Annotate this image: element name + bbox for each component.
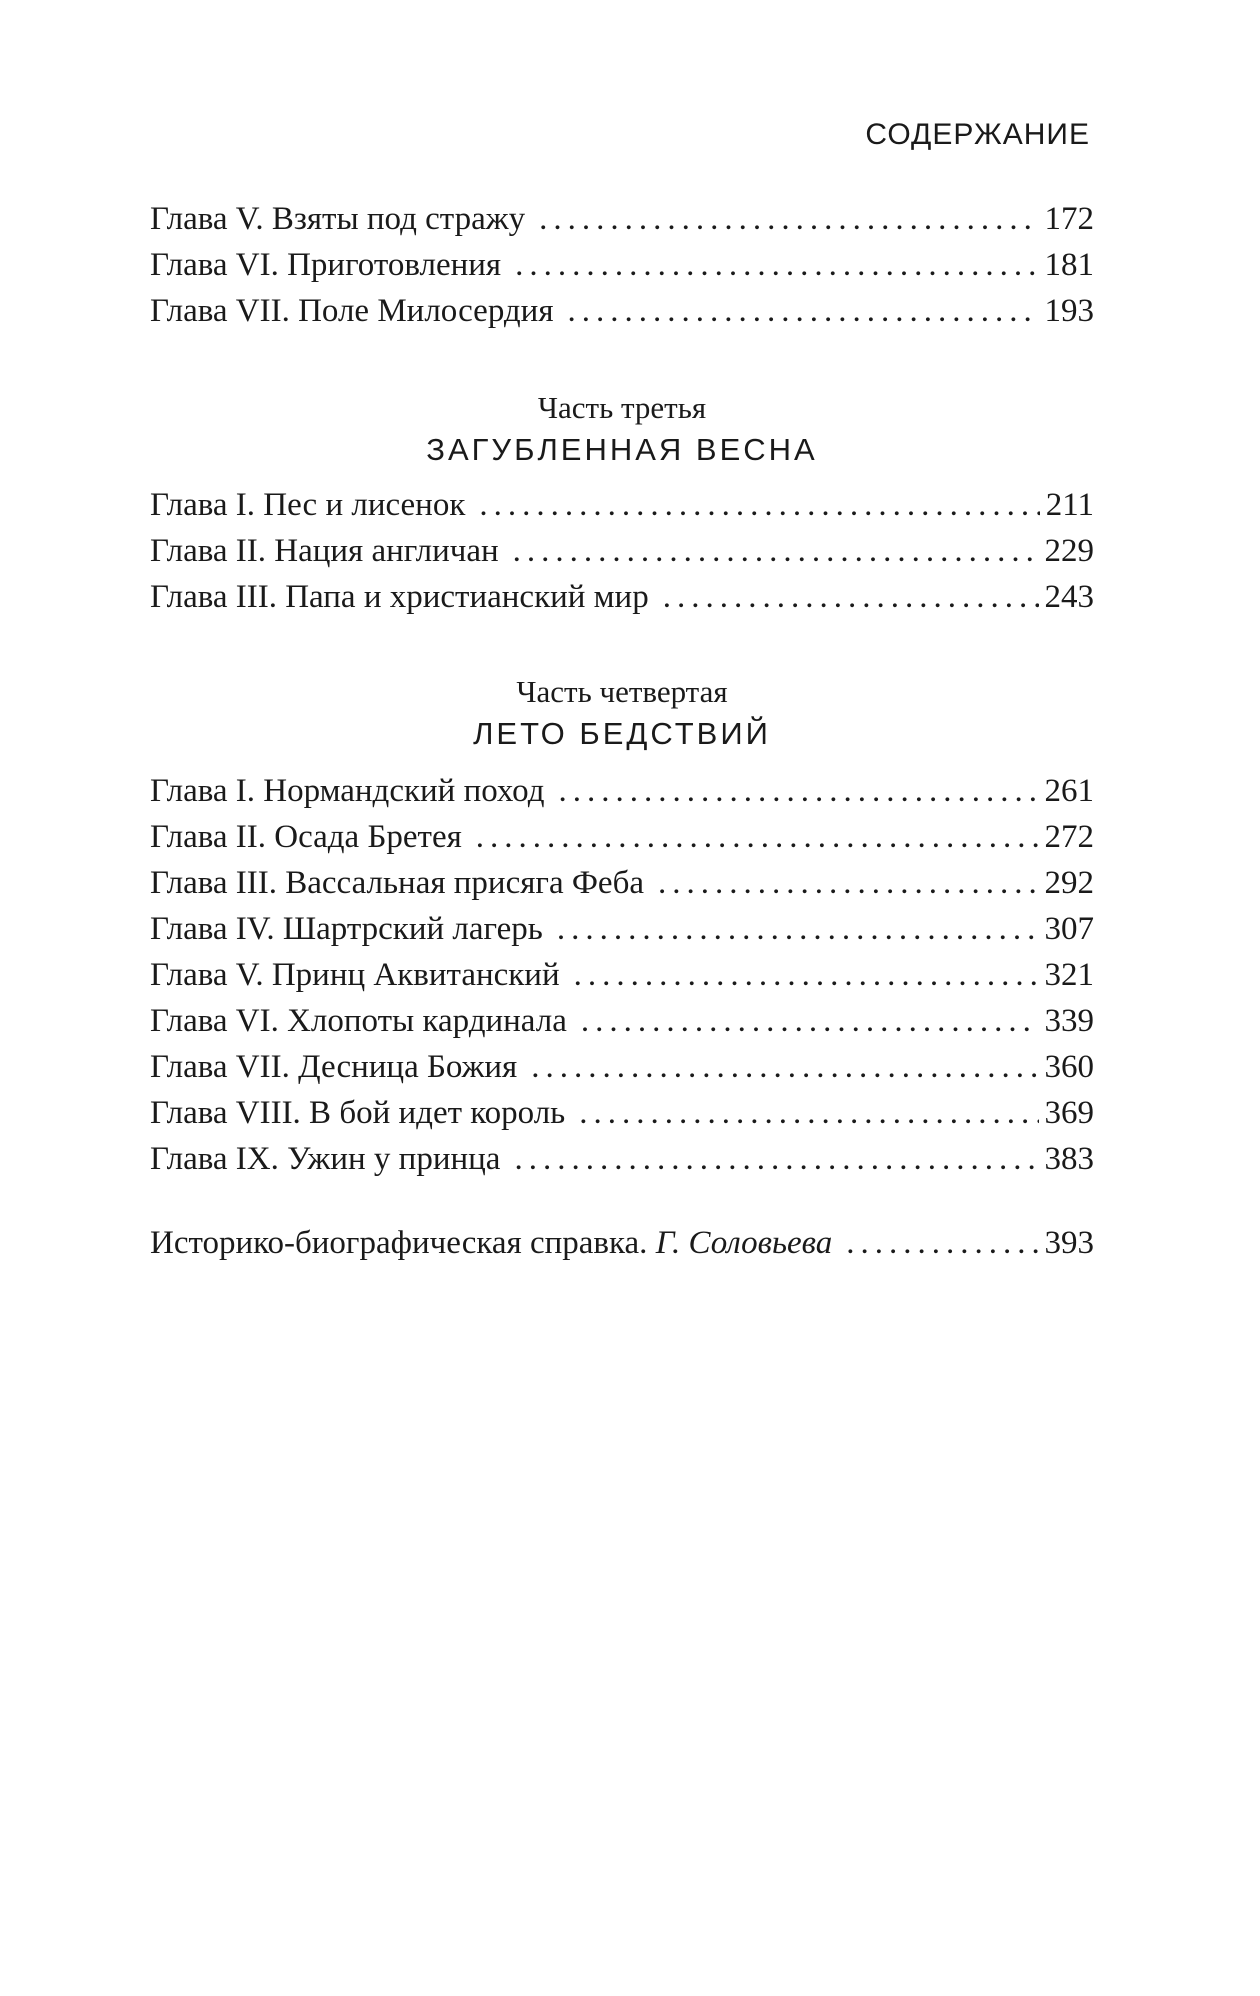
toc-entry[interactable] — [150, 242, 1094, 288]
toc-entry[interactable] — [150, 860, 1094, 906]
toc-entry-title: Глава VIII. В бой идет король — [150, 1095, 566, 1131]
toc-leader-dots — [513, 528, 1039, 574]
appendix-title: Историко-биографическая справка. — [150, 1225, 648, 1261]
toc-leader-dots — [479, 482, 1039, 528]
toc-entry-title: Глава II. Нация англичан — [150, 533, 499, 569]
toc-group-part-three — [150, 482, 1094, 620]
toc-leader-dots — [476, 814, 1039, 860]
part-title: ЛЕТО БЕДСТВИЙ — [473, 716, 771, 751]
toc-entry-title: Глава II. Осада Бретея — [150, 819, 462, 855]
toc-entry-page: 360 — [1044, 1049, 1094, 1085]
toc-leader-dots — [531, 1044, 1038, 1090]
toc-leader-dots — [557, 906, 1039, 952]
toc-entry-page: 383 — [1044, 1141, 1094, 1177]
toc-group-continued — [150, 196, 1094, 334]
toc-entry-title: Глава IV. Шартрский лагерь — [150, 911, 543, 947]
toc-entry-page: 243 — [1044, 579, 1094, 615]
toc-leader-dots — [579, 1090, 1038, 1136]
toc-entry[interactable] — [150, 482, 1094, 528]
toc-entry-page: 181 — [1044, 247, 1094, 283]
toc-leader-dots — [846, 1220, 1038, 1266]
toc-entry-page: 321 — [1044, 957, 1094, 993]
toc-leader-dots — [574, 952, 1039, 998]
part-label: Часть четвертая — [516, 674, 728, 709]
toc-entry-appendix[interactable] — [150, 1220, 1094, 1266]
toc-entry-title: Глава V. Принц Аквитанский — [150, 957, 560, 993]
toc-leader-dots — [514, 1136, 1038, 1182]
toc-entry-title: Глава IX. Ужин у принца — [150, 1141, 501, 1177]
toc-entry-page: 307 — [1044, 911, 1094, 947]
toc-entry-page: 261 — [1044, 773, 1094, 809]
toc-entry-page: 211 — [1045, 487, 1094, 523]
toc-entry-page: 393 — [1044, 1225, 1094, 1261]
toc-entry[interactable] — [150, 528, 1094, 574]
toc-entry-title: Глава I. Нормандский поход — [150, 773, 545, 809]
toc-entry-page: 193 — [1044, 293, 1094, 329]
running-head: СОДЕРЖАНИЕ — [865, 118, 1090, 151]
toc-entry[interactable] — [150, 1090, 1094, 1136]
toc-leader-dots — [581, 998, 1039, 1044]
toc-entry-title: Глава III. Папа и христианский мир — [150, 579, 649, 615]
toc-entry[interactable] — [150, 906, 1094, 952]
toc-leader-dots — [515, 242, 1038, 288]
toc-entry-page: 339 — [1044, 1003, 1094, 1039]
toc-leader-dots — [539, 196, 1038, 242]
toc-entry[interactable] — [150, 952, 1094, 998]
toc-entry-page: 292 — [1044, 865, 1094, 901]
toc-entry[interactable] — [150, 998, 1094, 1044]
toc-entry-title: Глава V. Взяты под стражу — [150, 201, 526, 237]
toc-entry[interactable] — [150, 1136, 1094, 1182]
toc-entry[interactable] — [150, 574, 1094, 620]
toc-entry-page: 369 — [1044, 1095, 1094, 1131]
toc-entry-title: Глава VI. Приготовления — [150, 247, 502, 283]
toc-leader-dots — [568, 288, 1039, 334]
appendix-author: Г. Соловьева — [655, 1225, 833, 1261]
toc-entry-title: Глава III. Вассальная присяга Феба — [150, 865, 645, 901]
toc-entry[interactable] — [150, 1044, 1094, 1090]
toc-group-part-four — [150, 768, 1094, 1182]
toc-entry-page: 229 — [1044, 533, 1094, 569]
toc-group-appendix — [150, 1220, 1094, 1266]
toc-entry[interactable] — [150, 768, 1094, 814]
part-three-header — [150, 388, 1094, 472]
toc-leader-dots — [559, 768, 1039, 814]
toc-entry[interactable] — [150, 288, 1094, 334]
toc-entry-title: Глава VII. Поле Милосердия — [150, 293, 554, 329]
toc-entry-title: Глава VI. Хлопоты кардинала — [150, 1003, 567, 1039]
toc-entry-title — [150, 1220, 832, 1266]
part-four-header — [150, 672, 1094, 756]
toc-entry-title: Глава I. Пес и лисенок — [150, 487, 466, 523]
toc-entry-page: 272 — [1044, 819, 1094, 855]
part-title: ЗАГУБЛЕННАЯ ВЕСНА — [426, 432, 818, 467]
toc-leader-dots — [658, 860, 1038, 906]
toc-entry[interactable] — [150, 196, 1094, 242]
toc-entry-page: 172 — [1044, 201, 1094, 237]
part-label: Часть третья — [537, 390, 707, 425]
toc-entry-title: Глава VII. Десница Божия — [150, 1049, 518, 1085]
toc-leader-dots — [663, 574, 1039, 620]
toc-entry[interactable] — [150, 814, 1094, 860]
